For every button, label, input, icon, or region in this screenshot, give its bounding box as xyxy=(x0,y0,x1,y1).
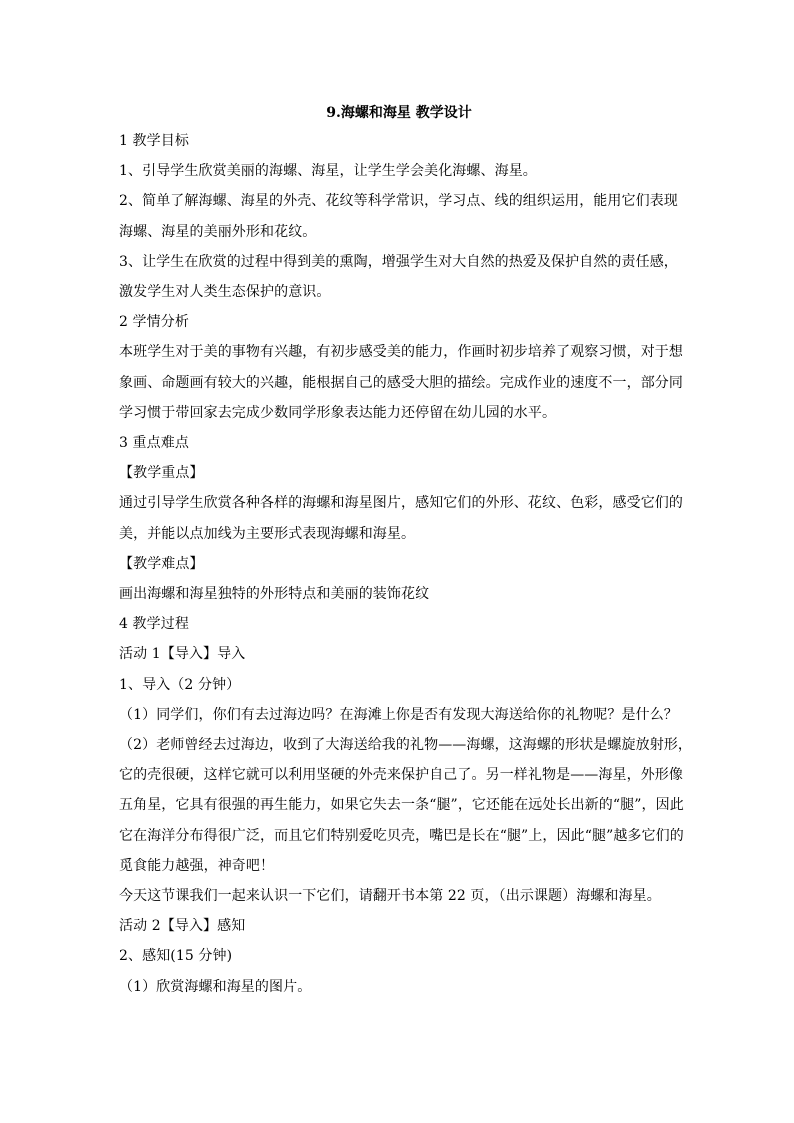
document-body xyxy=(119,126,693,1002)
paragraph-line: 美，并能以点加线为主要形式表现海螺和海星。 xyxy=(119,525,416,542)
subheading-difficulties: 【教学难点】 xyxy=(119,555,204,572)
paragraph-line: 象画、命题画有较大的兴趣，能根据自己的感受大胆的描绘。完成作业的速度不一，部分同 xyxy=(119,374,683,391)
paragraph-line: （1）同学们，你们有去过海边吗？在海滩上你是否有发现大海送给你的礼物呢？是什么？ xyxy=(119,706,678,723)
paragraph-line: 学习惯于带回家去完成少数同学形象表达能力还停留在幼儿园的水平。 xyxy=(119,404,557,421)
paragraph-line: 2、简单了解海螺、海星的外壳、花纹等科学常识，学习点、线的组织运用，能用它们表现 xyxy=(119,193,678,210)
activity-heading: 活动 2【导入】感知 xyxy=(119,918,246,935)
activity-heading: 活动 1【导入】导入 xyxy=(119,646,246,663)
paragraph-line: 通过引导学生欣赏各种各样的海螺和海星图片，感知它们的外形、花纹、色彩，感受它们的 xyxy=(119,495,683,512)
paragraph-line: 本班学生对于美的事物有兴趣，有初步感受美的能力，作画时初步培养了观察习惯，对于想 xyxy=(119,344,683,361)
paragraph-line: 它在海洋分布得很广泛，而且它们特别爱吃贝壳，嘴巴是长在“腿”上，因此“腿”越多它们的 xyxy=(119,827,684,844)
paragraph-line: 画出海螺和海星独特的外形特点和美丽的装饰花纹 xyxy=(119,586,430,603)
paragraph-line: 今天这节课我们一起来认识一下它们，请翻开书本第 22 页，（出示课题）海螺和海星。 xyxy=(119,888,661,905)
step-heading: 1、导入（2 分钟） xyxy=(119,676,241,693)
paragraph-line: 3、让学生在欣赏的过程中得到美的熏陶，增强学生对大自然的热爱及保护自然的责任感， xyxy=(119,253,678,270)
paragraph-line: 五角星，它具有很强的再生能力，如果它失去一条“腿”，它还能在远处长出新的“腿”，因此 xyxy=(119,797,684,814)
section-heading-analysis: 2 学情分析 xyxy=(119,314,189,331)
paragraph-line: （2）老师曾经去过海边，收到了大海送给我的礼物——海螺，这海螺的形状是螺旋放射形， xyxy=(119,737,693,754)
paragraph-line: 它的壳很硬，这样它就可以利用坚硬的外壳来保护自己了。另一样礼物是——海星，外形像 xyxy=(119,767,683,784)
paragraph-line: 觅食能力越强，神奇吧！ xyxy=(119,857,275,874)
paragraph-line: 海螺、海星的美丽外形和花纹。 xyxy=(119,223,317,240)
paragraph-line: 激发学生对人类生态保护的意识。 xyxy=(119,284,331,301)
paragraph-line: （1）欣赏海螺和海星的图片。 xyxy=(119,978,312,995)
document-page xyxy=(119,100,693,1002)
section-heading-key-points: 3 重点难点 xyxy=(119,435,189,452)
paragraph-line: 1、引导学生欣赏美丽的海螺、海星，让学生学会美化海螺、海星。 xyxy=(119,163,537,180)
subheading-key-points: 【教学重点】 xyxy=(119,465,204,482)
section-heading-objectives: 1 教学目标 xyxy=(119,133,189,149)
document-title: 9.海螺和海星 教学设计 xyxy=(326,105,472,121)
step-heading: 2、感知(15 分钟) xyxy=(119,948,233,965)
section-heading-process: 4 教学过程 xyxy=(119,616,189,633)
